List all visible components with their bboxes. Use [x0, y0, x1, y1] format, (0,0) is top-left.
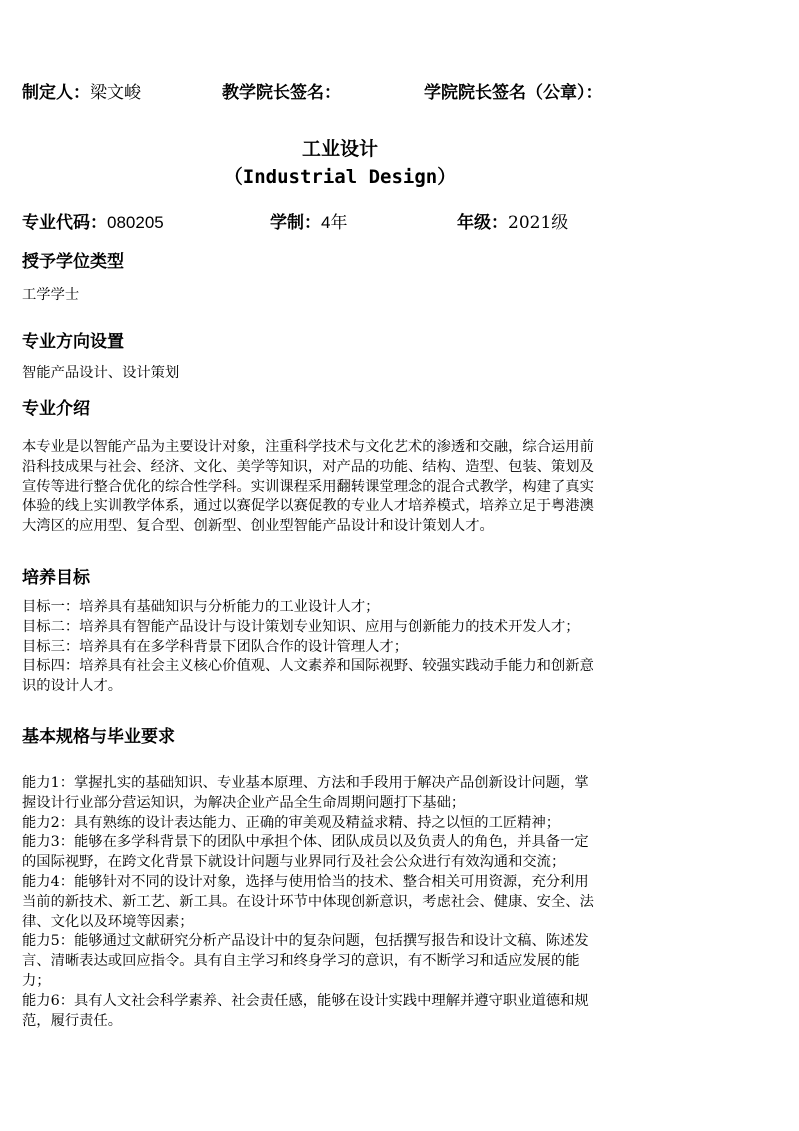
goal-item: 目标二：培养具有智能产品设计与设计策划专业知识、应用与创新能力的技术开发人才；: [22, 618, 580, 635]
goals-list: [22, 598, 682, 697]
intro-paragraph: [22, 438, 682, 537]
intro-line: 宣传等进行整合优化的综合性学科。实训课程采用翻转课堂理念的混合式教学，构建了真实: [22, 478, 594, 495]
teaching-dean-signature-label: 教学院长签名：: [222, 83, 341, 103]
requirement-line: 握设计行业部分营运知识，为解决企业产品全生命周期问题打下基础；: [22, 794, 466, 811]
requirement-line: 能力3：能够在多学科背景下的团队中承担个体、团队成员以及负责人的角色，并具备一定: [22, 834, 589, 851]
page-subtitle: （Industrial Design）: [223, 166, 457, 188]
goal-item: 目标三：培养具有在多学科背景下团队合作的设计管理人才；: [22, 638, 409, 655]
requirements-list: [22, 774, 682, 1031]
direction-text: 智能产品设计、设计策划: [22, 365, 180, 381]
requirements-heading: 基本规格与毕业要求: [22, 727, 175, 747]
requirement-line: 能力5：能够通过文献研究分析产品设计中的复杂问题，包括撰写报告和设计文稿、陈述发: [22, 933, 589, 950]
maker-label: 制定人：: [22, 83, 90, 103]
grade-label: 年级：: [457, 213, 508, 233]
requirement-line: 律、文化以及环境等因素；: [22, 913, 194, 930]
requirement-line: 范，履行责任。: [22, 1012, 123, 1029]
study-years-value: 4年: [321, 213, 348, 232]
degree-text: 工学学士: [22, 287, 80, 303]
requirement-line: 当前的新技术、新工艺、新工具。在设计环节中体现创新意识，考虑社会、健康、安全、法: [22, 893, 594, 910]
requirement-line: 能力6：具有人文社会科学素养、社会责任感，能够在设计实践中理解并遵守职业道德和规: [22, 992, 589, 1009]
requirement-line: 言、清晰表达或回应指令。具有自主学习和终身学习的意识，有不断学习和适应发展的能: [22, 953, 580, 970]
degree-heading: 授予学位类型: [22, 252, 124, 272]
intro-line: 大湾区的应用型、复合型、创新型、创业型智能产品设计和设计策划人才。: [22, 518, 494, 535]
intro-line: 体验的线上实训教学体系，通过以赛促学以赛促教的专业人才培养模式，培养立足于粤港澳: [22, 498, 594, 515]
intro-line: 沿科技成果与社会、经济、文化、美学等知识，对产品的功能、结构、造型、包装、策划及: [22, 458, 594, 475]
goals-heading: 培养目标: [22, 568, 90, 588]
goal-item: 目标一：培养具有基础知识与分析能力的工业设计人才；: [22, 599, 380, 615]
requirement-line: 的国际视野，在跨文化背景下就设计问题与业界同行及社会公众进行有效沟通和交流；: [22, 854, 566, 871]
maker-field: [22, 78, 141, 103]
major-code-label: 专业代码：: [22, 213, 107, 233]
goal-item: 目标四：培养具有社会主义核心价值观、人文素养和国际视野、较强实践动手能力和创新意: [22, 658, 594, 675]
requirement-line: 能力1：掌握扎实的基础知识、专业基本原理、方法和手段用于解决产品创新设计问题，掌: [22, 775, 589, 791]
goal-item: 识的设计人才。: [22, 678, 123, 695]
major-code-field: [22, 208, 164, 233]
intro-line: 本专业是以智能产品为主要设计对象，注重科学技术与文化艺术的渗透和交融，综合运用前: [22, 439, 594, 455]
requirement-line: 能力2：具有熟练的设计表达能力、正确的审美观及精益求精、持之以恒的工匠精神；: [22, 814, 561, 831]
grade-value: 2021级: [508, 213, 569, 233]
requirement-line: 力；: [22, 972, 51, 989]
page-title: 工业设计: [301, 138, 378, 160]
dean-signature-label: 学院院长签名（公章）：: [424, 83, 603, 103]
requirement-line: 能力4：能够针对不同的设计对象，选择与使用恰当的技术、整合相关可用资源，充分利用: [22, 873, 589, 890]
maker-value: 梁文峻: [90, 83, 141, 103]
direction-heading: 专业方向设置: [22, 332, 124, 352]
study-years-label: 学制：: [270, 213, 321, 233]
intro-heading: 专业介绍: [22, 399, 90, 419]
study-years-field: [270, 208, 347, 233]
grade-field: [457, 208, 568, 233]
major-code-value: 080205: [107, 213, 164, 232]
